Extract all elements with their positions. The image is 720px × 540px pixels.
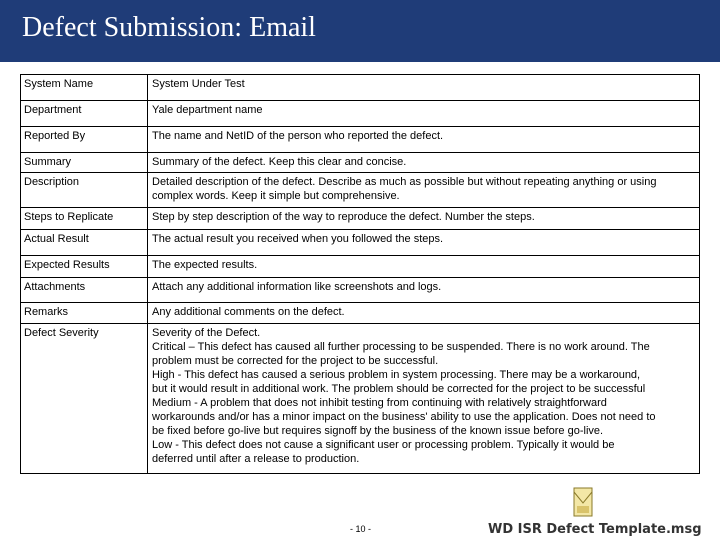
field-value-line: Severity of the Defect. bbox=[152, 327, 261, 339]
field-value-line: but it would result in additional work. The problem should be corrected for the project to be successful bbox=[152, 383, 646, 395]
field-value bbox=[148, 208, 700, 230]
table-row bbox=[21, 324, 700, 474]
field-value-line: High - This defect has caused a serious problem in system processing. There may be a workaround, bbox=[152, 369, 641, 381]
field-label: System Name bbox=[21, 75, 148, 101]
field-value bbox=[148, 101, 700, 127]
field-value-line: Any additional comments on the defect. bbox=[152, 306, 345, 318]
field-value-line: Medium - A problem that does not inhibit testing from continuing with relatively straightforward bbox=[152, 397, 607, 409]
field-label: Attachments bbox=[21, 278, 148, 303]
field-label: Description bbox=[21, 173, 148, 208]
table-row bbox=[21, 101, 700, 127]
table-row bbox=[21, 256, 700, 278]
field-value-line: deferred until after a release to production. bbox=[152, 453, 360, 465]
field-value-line: complex words. Keep it simple but comprehensive. bbox=[152, 190, 400, 202]
field-value bbox=[148, 230, 700, 256]
title-bar bbox=[0, 0, 720, 62]
field-value-line: Detailed description of the defect. Describe as much as possible but without repeating anything or using bbox=[152, 176, 657, 188]
field-value-line: The name and NetID of the person who reported the defect. bbox=[152, 130, 444, 142]
field-value-line: be fixed before go-live but requires signoff by the business of the known issue before go-live. bbox=[152, 425, 604, 437]
field-value-line: System Under Test bbox=[152, 78, 245, 90]
field-label: Actual Result bbox=[21, 230, 148, 256]
table-row bbox=[21, 127, 700, 153]
field-value-line: The expected results. bbox=[152, 259, 258, 271]
field-value-line: Step by step description of the way to reproduce the defect. Number the steps. bbox=[152, 211, 535, 223]
table-row bbox=[21, 230, 700, 256]
attachment-file-label[interactable]: WD ISR Defect Template.msg bbox=[488, 522, 702, 537]
field-label: Reported By bbox=[21, 127, 148, 153]
table-row bbox=[21, 303, 700, 324]
field-label: Department bbox=[21, 101, 148, 127]
table-row bbox=[21, 208, 700, 230]
field-value bbox=[148, 324, 700, 474]
field-value-line: Low - This defect does not cause a significant user or processing problem. Typically it would be bbox=[152, 439, 615, 451]
email-file-icon[interactable] bbox=[573, 487, 593, 517]
defect-fields-table bbox=[20, 74, 700, 474]
field-label: Expected Results bbox=[21, 256, 148, 278]
table-row bbox=[21, 153, 700, 173]
field-value-line: The actual result you received when you followed the steps. bbox=[152, 233, 444, 245]
field-value bbox=[148, 153, 700, 173]
field-label: Defect Severity bbox=[21, 324, 148, 474]
field-label: Summary bbox=[21, 153, 148, 173]
field-value-line: Attach any additional information like screenshots and logs. bbox=[152, 281, 442, 293]
field-label: Steps to Replicate bbox=[21, 208, 148, 230]
field-value-line: Summary of the defect. Keep this clear and concise. bbox=[152, 156, 407, 168]
table-row bbox=[21, 173, 700, 208]
field-value bbox=[148, 303, 700, 324]
field-value bbox=[148, 75, 700, 101]
field-label: Remarks bbox=[21, 303, 148, 324]
field-value bbox=[148, 127, 700, 153]
field-value-line: Yale department name bbox=[152, 104, 263, 116]
field-value-line: problem must be corrected for the project to be successful. bbox=[152, 355, 439, 367]
page-number: - 10 - bbox=[350, 524, 372, 534]
field-value bbox=[148, 278, 700, 303]
field-value-line: workarounds and/or has a minor impact on the business' ability to use the application. Does not need to bbox=[152, 411, 656, 423]
slide-title: Defect Submission: Email bbox=[22, 12, 316, 43]
table-row bbox=[21, 75, 700, 101]
field-value bbox=[148, 256, 700, 278]
field-value bbox=[148, 173, 700, 208]
field-value-line: Critical – This defect has caused all further processing to be suspended. There is no work around. The bbox=[152, 341, 650, 353]
table-row bbox=[21, 278, 700, 303]
